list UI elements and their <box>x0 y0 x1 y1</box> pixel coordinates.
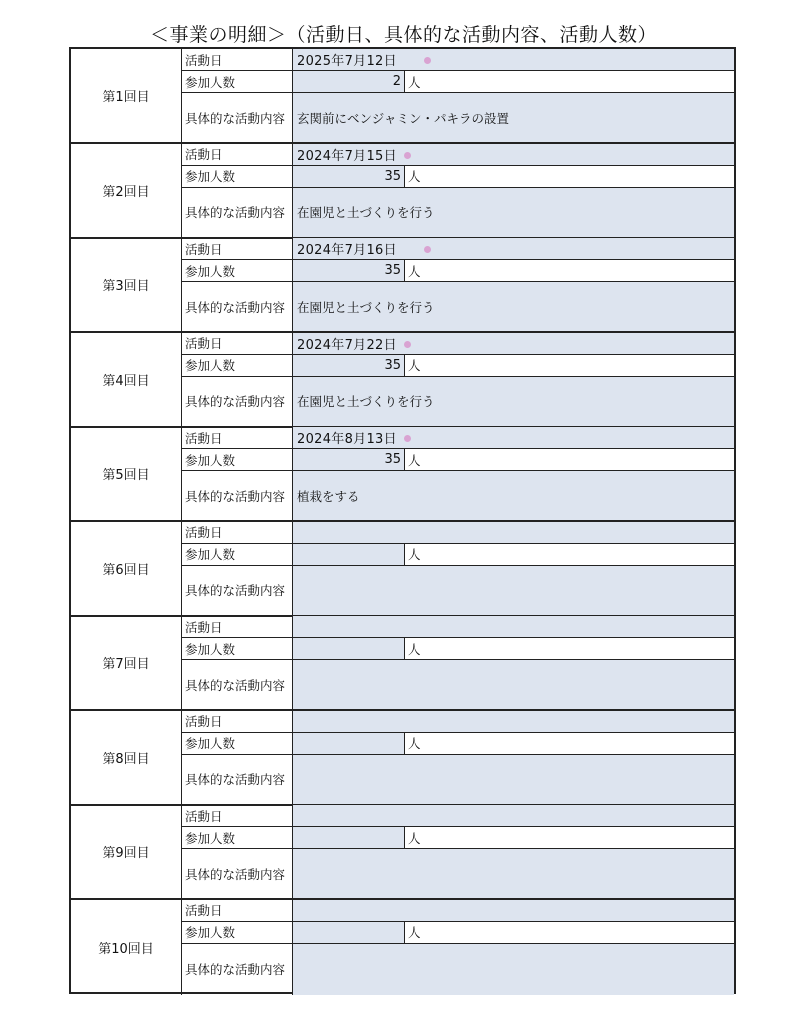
participants-unit: 人 <box>405 638 734 660</box>
marker-dot <box>404 152 411 159</box>
participants-count-field[interactable] <box>293 544 405 566</box>
content-label: 具体的な活動内容 <box>182 944 293 995</box>
date-label: 活動日 <box>182 427 293 449</box>
date-label: 活動日 <box>182 805 293 827</box>
marker-dot <box>424 246 431 253</box>
content-label: 具体的な活動内容 <box>182 188 293 237</box>
round-label: 第5回目 <box>71 427 182 520</box>
round-block <box>71 144 734 239</box>
marker-dot <box>404 341 411 348</box>
content-field[interactable]: 植栽をする <box>293 471 734 520</box>
participants-label: 参加人数 <box>182 733 293 755</box>
date-label: 活動日 <box>182 49 293 71</box>
round-block <box>71 333 734 428</box>
content-field[interactable]: 在園児と土づくりを行う <box>293 188 734 237</box>
participants-count-field[interactable]: 35 <box>293 166 405 188</box>
participants-unit: 人 <box>405 71 734 93</box>
date-field[interactable] <box>293 711 734 733</box>
date-field[interactable]: 2024年8月13日 <box>293 427 734 449</box>
date-field[interactable]: 2024年7月15日 <box>293 144 734 166</box>
round-label: 第1回目 <box>71 49 182 142</box>
content-label: 具体的な活動内容 <box>182 566 293 615</box>
marker-dot <box>404 435 411 442</box>
date-label: 活動日 <box>182 522 293 544</box>
page-title: ＜事業の明細＞（活動日、具体的な活動内容、活動人数） <box>149 24 657 46</box>
round-block <box>71 805 734 900</box>
participants-count-field[interactable] <box>293 922 405 944</box>
participants-label: 参加人数 <box>182 260 293 282</box>
participants-unit: 人 <box>405 733 734 755</box>
date-label: 活動日 <box>182 238 293 260</box>
round-label: 第10回目 <box>71 900 182 995</box>
round-block <box>71 49 734 144</box>
activity-table <box>69 47 736 994</box>
participants-label: 参加人数 <box>182 638 293 660</box>
participants-label: 参加人数 <box>182 166 293 188</box>
round-block <box>71 711 734 806</box>
participants-count-field[interactable]: 35 <box>293 260 405 282</box>
round-label: 第4回目 <box>71 333 182 426</box>
content-field[interactable]: 玄関前にベンジャミン・パキラの設置 <box>293 93 734 142</box>
content-field[interactable] <box>293 660 734 709</box>
participants-unit: 人 <box>405 449 734 471</box>
content-field[interactable]: 在園児と土づくりを行う <box>293 377 734 426</box>
participants-label: 参加人数 <box>182 922 293 944</box>
marker-dot <box>424 57 431 64</box>
date-field[interactable]: 2024年7月16日 <box>293 238 734 260</box>
participants-label: 参加人数 <box>182 71 293 93</box>
round-label: 第3回目 <box>71 238 182 331</box>
participants-count-field[interactable]: 35 <box>293 449 405 471</box>
round-block <box>71 900 734 995</box>
content-label: 具体的な活動内容 <box>182 93 293 142</box>
content-label: 具体的な活動内容 <box>182 660 293 709</box>
participants-label: 参加人数 <box>182 355 293 377</box>
participants-unit: 人 <box>405 260 734 282</box>
date-label: 活動日 <box>182 711 293 733</box>
participants-unit: 人 <box>405 355 734 377</box>
participants-label: 参加人数 <box>182 449 293 471</box>
content-field[interactable] <box>293 849 734 898</box>
participants-unit: 人 <box>405 922 734 944</box>
round-label: 第7回目 <box>71 616 182 709</box>
round-label: 第9回目 <box>71 805 182 898</box>
participants-count-field[interactable] <box>293 827 405 849</box>
date-label: 活動日 <box>182 900 293 922</box>
content-label: 具体的な活動内容 <box>182 377 293 426</box>
date-label: 活動日 <box>182 616 293 638</box>
participants-count-field[interactable]: 35 <box>293 355 405 377</box>
participants-label: 参加人数 <box>182 827 293 849</box>
date-field[interactable]: 2025年7月12日 <box>293 49 734 71</box>
content-label: 具体的な活動内容 <box>182 282 293 331</box>
participants-unit: 人 <box>405 544 734 566</box>
content-label: 具体的な活動内容 <box>182 471 293 520</box>
date-field[interactable] <box>293 805 734 827</box>
participants-unit: 人 <box>405 827 734 849</box>
content-field[interactable]: 在園児と土づくりを行う <box>293 282 734 331</box>
round-block <box>71 616 734 711</box>
date-field[interactable]: 2024年7月22日 <box>293 333 734 355</box>
round-label: 第2回目 <box>71 144 182 237</box>
date-label: 活動日 <box>182 333 293 355</box>
content-field[interactable] <box>293 755 734 804</box>
participants-label: 参加人数 <box>182 544 293 566</box>
content-field[interactable] <box>293 944 734 995</box>
content-label: 具体的な活動内容 <box>182 849 293 898</box>
round-block <box>71 238 734 333</box>
participants-count-field[interactable] <box>293 638 405 660</box>
date-field[interactable] <box>293 616 734 638</box>
round-label: 第6回目 <box>71 522 182 615</box>
content-label: 具体的な活動内容 <box>182 755 293 804</box>
date-field[interactable] <box>293 900 734 922</box>
round-label: 第8回目 <box>71 711 182 804</box>
participants-count-field[interactable] <box>293 733 405 755</box>
participants-count-field[interactable]: 2 <box>293 71 405 93</box>
date-label: 活動日 <box>182 144 293 166</box>
content-field[interactable] <box>293 566 734 615</box>
round-block <box>71 427 734 522</box>
round-block <box>71 522 734 617</box>
date-field[interactable] <box>293 522 734 544</box>
participants-unit: 人 <box>405 166 734 188</box>
